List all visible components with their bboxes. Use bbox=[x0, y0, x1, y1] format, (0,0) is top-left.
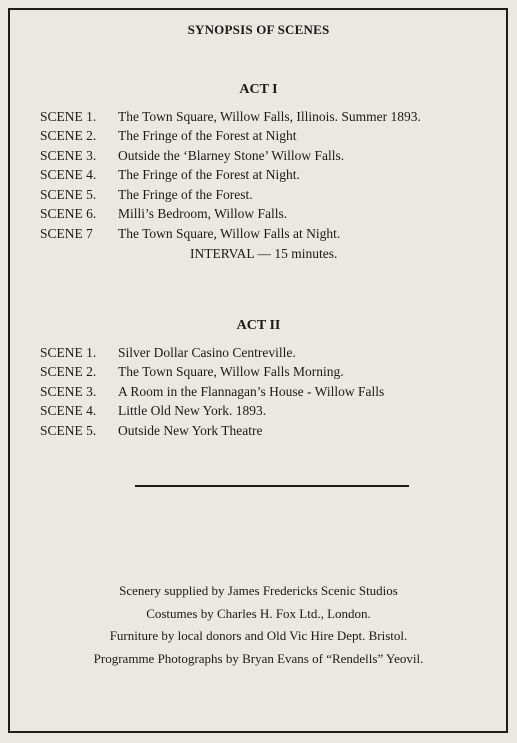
scene-description: The Fringe of the Forest at Night bbox=[118, 128, 297, 144]
scene-row bbox=[40, 166, 500, 186]
scene-number: SCENE 1. bbox=[40, 108, 97, 124]
section-divider bbox=[135, 485, 409, 487]
credits-block bbox=[0, 580, 517, 670]
credit-line-scenery: Scenery supplied by James Fredericks Scenic Studios bbox=[119, 583, 398, 598]
scene-number: SCENE 4. bbox=[40, 167, 97, 183]
scene-row bbox=[40, 205, 500, 225]
scene-description: The Fringe of the Forest at Night. bbox=[118, 167, 300, 183]
interval-note: INTERVAL — 15 minutes. bbox=[190, 246, 338, 261]
scene-row bbox=[40, 185, 500, 205]
scene-number: SCENE 4. bbox=[40, 403, 97, 419]
act-1-heading: ACT I bbox=[239, 82, 278, 97]
scene-number: SCENE 7 bbox=[40, 225, 93, 241]
scene-description: Milli’s Bedroom, Willow Falls. bbox=[118, 206, 288, 222]
credit-line-photographs: Programme Photographs by Bryan Evans of “Rendells” Yeovil. bbox=[93, 650, 424, 666]
scene-number: SCENE 5. bbox=[40, 422, 97, 438]
scene-description: Outside the ‘Blarney Stone’ Willow Falls. bbox=[118, 147, 345, 163]
page-title: SYNOPSIS OF SCENES bbox=[187, 22, 330, 37]
scene-row bbox=[40, 343, 500, 363]
act-1-scene-list bbox=[40, 107, 500, 244]
scene-number: SCENE 3. bbox=[40, 147, 97, 163]
scene-description: Silver Dollar Casino Centreville. bbox=[118, 344, 296, 360]
scene-number: SCENE 2. bbox=[40, 128, 97, 144]
act-2-scene-list bbox=[40, 343, 500, 441]
scene-row bbox=[40, 363, 500, 383]
credit-line-costumes: Costumes by Charles H. Fox Ltd., London. bbox=[146, 605, 371, 621]
scene-number: SCENE 5. bbox=[40, 186, 97, 202]
scene-description: Little Old New York. 1893. bbox=[118, 403, 267, 419]
scene-row bbox=[40, 127, 500, 147]
scene-row bbox=[40, 146, 500, 166]
scene-description: The Town Square, Willow Falls at Night. bbox=[118, 225, 341, 241]
scene-row bbox=[40, 224, 500, 244]
scene-row bbox=[40, 107, 500, 127]
scene-row bbox=[40, 421, 500, 441]
scene-row bbox=[40, 402, 500, 422]
act-2-heading: ACT II bbox=[236, 318, 281, 333]
scene-description: Outside New York Theatre bbox=[118, 422, 263, 438]
credit-line-furniture: Furniture by local donors and Old Vic Hire Dept. Bristol. bbox=[109, 628, 408, 643]
scene-description: The Town Square, Willow Falls, Illinois. Summer 1893. bbox=[118, 108, 421, 124]
scene-description: A Room in the Flannagan’s House - Willow Falls bbox=[118, 383, 385, 399]
scene-number: SCENE 2. bbox=[40, 364, 97, 380]
scene-row bbox=[40, 382, 500, 402]
scene-description: The Fringe of the Forest. bbox=[118, 186, 253, 202]
scene-description: The Town Square, Willow Falls Morning. bbox=[118, 364, 344, 380]
scene-number: SCENE 6. bbox=[40, 206, 97, 222]
scene-number: SCENE 3. bbox=[40, 383, 97, 399]
scene-number: SCENE 1. bbox=[40, 344, 97, 360]
